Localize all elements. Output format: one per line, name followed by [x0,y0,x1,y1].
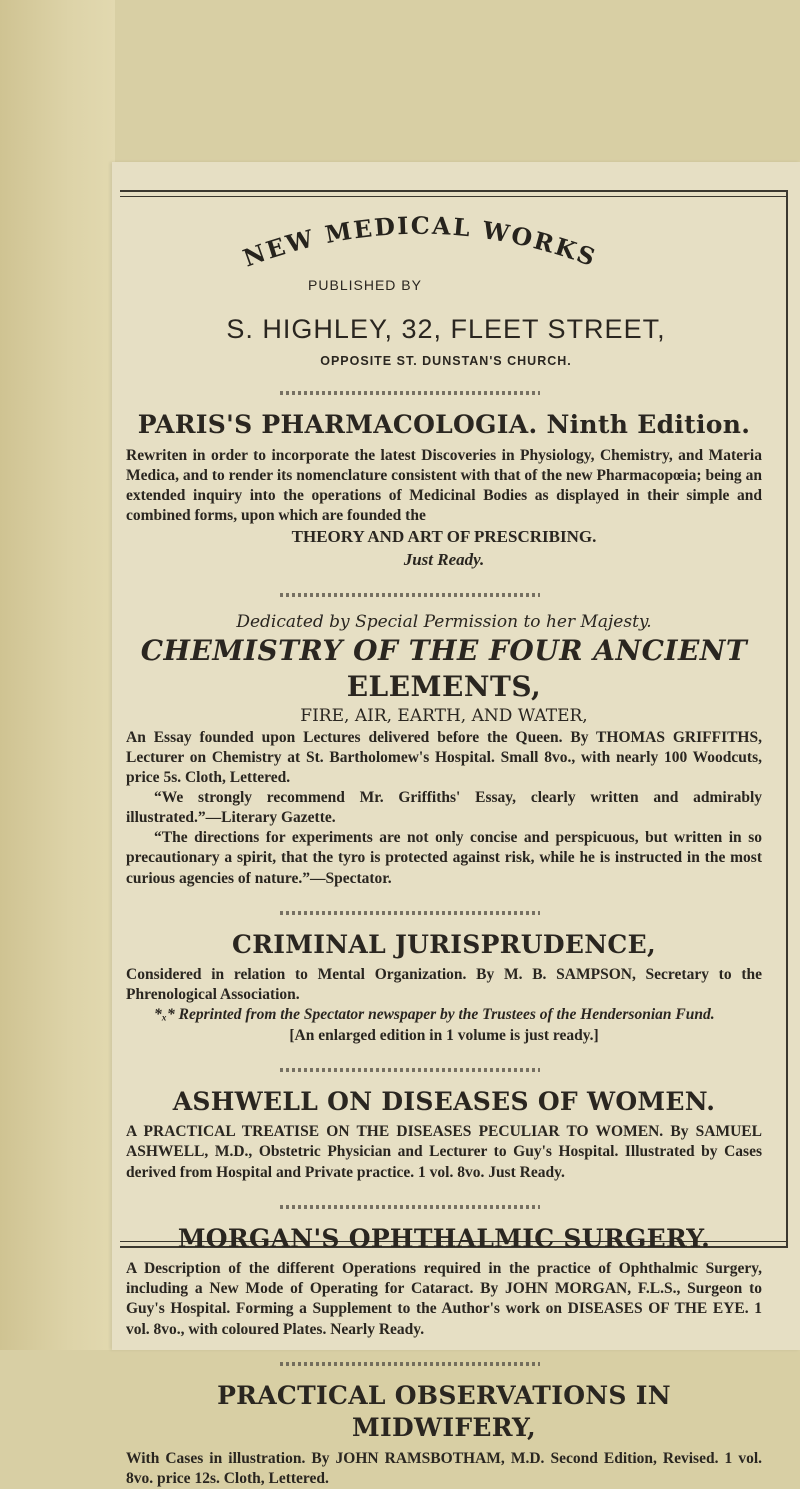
ad-note: *ₓ* Reprinted from the Spectator newspaper by the Trustees of the Hendersonian Fund. [154,1006,715,1024]
ad-body: An Essay founded upon Lectures delivered before the Queen. By THOMAS GRIFFITHS, Lecturer on Chemistry at St. Bartholomew's Hospital. Small 8vo., with nearly 100 Woodcuts, price 5s. Cloth, Lettered. [126,728,762,786]
ad-title-line1: CHEMISTRY OF THE FOUR ANCIENT [140,633,748,667]
dotted-divider [280,391,540,395]
ad-title: ASHWELL ON DISEASES OF WOMEN. [172,1086,716,1116]
ad-status: Just Ready. [403,549,485,569]
ad-body: A PRACTICAL TREATISE ON THE DISEASES PECULIAR TO WOMEN. By SAMUEL ASHWELL, M.D., Obstetric Physician and Lecturer to Guy's Hospital. Illustrated by Cases derived from Hospital and Private practice. 1 vol. 8vo. Just Ready. [126,1123,762,1181]
ad-body: A Description of the different Operations required in the practice of Ophthalmic Surgery, including a New Mode of Operating for Cataract. By JOHN MORGAN, F.L.S., Surgeon to Guy's Hospital. Forming a Supplement to the Author's work on DISEASES OF THE EYE. 1 vol. 8vo., with coloured Plates. Nearly Ready. [126,1260,762,1338]
ad-bracket-note: [An enlarged edition in 1 volume is just ready.] [289,1026,599,1044]
ad-morgan-ophthalmic [120,1223,772,1340]
dotted-divider [280,1068,540,1072]
ad-quote-spectator: “The directions for experiments are not only concise and perspicuous, but written in so precautionary a spirit, that the tyro is protected against risk, while he is instructed in the most curious agencies of nature.”—Spectator. [126,829,762,887]
ad-title: PRACTICAL OBSERVATIONS IN MIDWIFERY, [217,1380,671,1443]
dotted-divider [280,1362,540,1366]
ad-chemistry-elements [120,611,772,889]
ad-title-line2: ELEMENTS, [346,670,542,704]
advertisement-page [120,204,772,1489]
dotted-divider [280,593,540,597]
ad-body: Rewriten in order to incorporate the latest Discoveries in Physiology, Chemistry, and Materia Medica, and to render its nomenclature consistent with that of the new Pharmacopœia; being an extended inquiry into the operations of Medicinal Bodies as displayed in their simple and combined forms, upon which are founded the [126,446,762,525]
ad-body: With Cases in illustration. By JOHN RAMSBOTHAM, M.D. Second Edition, Revised. 1 vol. 8vo. price 12s. Cloth, Lettered. [126,1449,762,1487]
ad-dedication: Dedicated by Special Permission to her Majesty. [236,611,652,632]
ad-subtitle: FIRE, AIR, EARTH, AND WATER, [300,706,588,727]
arched-title-text: NEW MEDICAL WORKS [239,211,601,273]
ad-ashwell-diseases [120,1086,772,1183]
ad-pharmacologia [120,409,772,570]
ad-criminal-jurisprudence [120,929,772,1046]
ad-title: MORGAN'S OPHTHALMIC SURGERY. [177,1223,711,1253]
arched-title [140,204,700,274]
ad-title: PARIS'S PHARMACOLOGIA. Ninth Edition. [137,410,751,440]
published-by: PUBLISHED BY [308,277,422,293]
dotted-divider [280,911,540,915]
publisher-name: S. HIGHLEY, 32, FLEET STREET, [226,314,666,344]
book-gutter [0,0,115,1350]
ad-quote-literary-gazette: “We strongly recommend Mr. Griffiths' Essay, clearly written and admirably illustrated.”—Literary Gazette. [126,788,762,827]
svg-text:NEW MEDICAL WORKS [239,212,600,273]
ad-body: Considered in relation to Mental Organization. By M. B. SAMPSON, Secretary to the Phrenological Association. [126,966,762,1004]
publisher-location: OPPOSITE ST. DUNSTAN'S CHURCH. [320,354,572,369]
dotted-divider [280,1205,540,1209]
ad-title: CRIMINAL JURISPRUDENCE, [232,929,656,959]
page-header [120,204,772,308]
ad-midwifery [120,1380,772,1489]
ad-theory: THEORY AND ART OF PRESCRIBING. [291,527,597,547]
